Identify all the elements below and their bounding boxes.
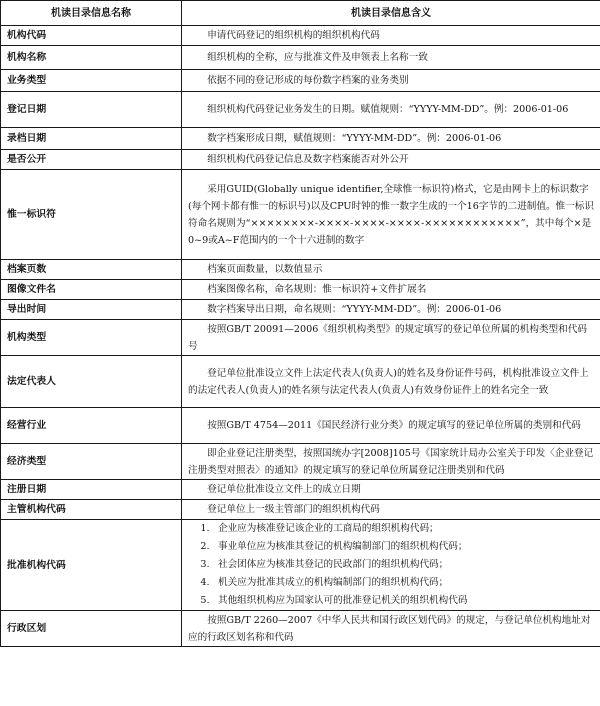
list-item — [192, 592, 594, 610]
info-name-cell: 主管机构代码 — [1, 500, 182, 520]
table-row — [1, 611, 600, 647]
table-row — [1, 128, 600, 150]
list-item-text: 社会团体应为核准其登记的民政部门的组织机构代码； — [218, 559, 449, 570]
list-item-number: 4. — [200, 577, 210, 588]
info-meaning-cell: 登记单位批准设立文件上法定代表人(负责人)的姓名及身份证件号码，机构批准设立文件上的法定代表人(负责人)的姓名须与法定代表人(负责人)有效身份证件上的姓名完全一致 — [182, 356, 600, 408]
info-name-cell: 业务类型 — [1, 70, 182, 92]
info-name-cell: 批准机构代码 — [1, 520, 182, 611]
header-name-column: 机读目录信息名称 — [1, 1, 182, 26]
info-meaning-cell: 组织机构代码登记业务发生的日期。赋值规则：“YYYY-MM-DD”。例：2006-01-06 — [182, 92, 600, 128]
list-item — [192, 556, 594, 574]
list-item-number: 5. — [200, 595, 210, 606]
info-name-cell: 法定代表人 — [1, 356, 182, 408]
table-row — [1, 500, 600, 520]
table-row — [1, 300, 600, 320]
info-name-cell: 机构名称 — [1, 46, 182, 70]
table-row — [1, 444, 600, 480]
info-name-cell: 图像文件名 — [1, 280, 182, 300]
header-meaning-column: 机读目录信息含义 — [182, 1, 600, 26]
info-meaning-cell — [182, 520, 600, 611]
info-name-cell: 经济类型 — [1, 444, 182, 480]
info-name-cell: 惟一标识符 — [1, 170, 182, 260]
info-name-cell: 经营行业 — [1, 408, 182, 444]
table-row — [1, 26, 600, 46]
table-row — [1, 46, 600, 70]
info-meaning-cell: 数字档案形成日期，赋值规则：“YYYY-MM-DD”。例：2006-01-06 — [182, 128, 600, 150]
table-row — [1, 70, 600, 92]
info-meaning-cell: 按照GB/T 2260—2007《中华人民共和国行政区划代码》的规定，与登记单位机构地址对应的行政区划名称和代码 — [182, 611, 600, 647]
list-item — [192, 520, 594, 538]
list-item-text: 机关应为批准其成立的机构编制部门的组织机构代码； — [218, 577, 449, 588]
info-name-cell: 机构类型 — [1, 320, 182, 356]
info-meaning-cell: 档案图像名称，命名规则：惟一标识符+文件扩展名 — [182, 280, 600, 300]
info-meaning-cell: 数字档案导出日期，命名规则：“YYYY-MM-DD”。例：2006-01-06 — [182, 300, 600, 320]
list-item — [192, 538, 594, 556]
info-meaning-cell: 组织机构的全称，应与批准文件及申领表上名称一致 — [182, 46, 600, 70]
info-meaning-cell: 申请代码登记的组织机构的组织机构代码 — [182, 26, 600, 46]
table-body — [1, 26, 600, 647]
table-row — [1, 480, 600, 500]
list-item-number: 3. — [200, 559, 210, 570]
table-row — [1, 260, 600, 280]
table-row — [1, 356, 600, 408]
table-row — [1, 170, 600, 260]
list-item-number: 2. — [200, 541, 210, 552]
info-name-cell: 是否公开 — [1, 150, 182, 170]
list-item-number: 1. — [200, 523, 210, 534]
table-row — [1, 408, 600, 444]
info-meaning-cell: 按照GB/T 4754—2011《国民经济行业分类》的规定填写的登记单位所属的类别和代码 — [182, 408, 600, 444]
list-item-text: 其他组织机构应为国家认可的批准登记机关的组织机构代码 — [218, 595, 468, 606]
info-meaning-cell: 组织机构代码登记信息及数字档案能否对外公开 — [182, 150, 600, 170]
list-item — [192, 574, 594, 592]
table-row — [1, 320, 600, 356]
info-name-cell: 导出时间 — [1, 300, 182, 320]
info-name-cell: 录档日期 — [1, 128, 182, 150]
list-item-text: 企业应为核准登记该企业的工商局的组织机构代码； — [218, 523, 439, 534]
table-row — [1, 150, 600, 170]
info-meaning-cell: 采用GUID(Globally unique identifier,全球惟一标识符)格式，它是由网卡上的标识数字(每个网卡都有惟一的标识号)以及CPU时钟的惟一数字生成的一个16字节的二进制值。惟一标识符命名规则为“××××××××-××××-××××-××××-××××××××××××”，其中每个×是0~9或A~F范围内的一个十六进制的数字 — [182, 170, 600, 260]
info-meaning-cell: 登记单位上一级主管部门的组织机构代码 — [182, 500, 600, 520]
table-row — [1, 92, 600, 128]
info-meaning-cell: 依据不同的登记形成的每份数字档案的业务类别 — [182, 70, 600, 92]
info-meaning-cell: 档案页面数量，以数值显示 — [182, 260, 600, 280]
info-meaning-cell: 即企业登记注册类型，按照国统办字[2008]105号《国家统计局办公室关于印发〈企业登记注册类型对照表〉的通知》的规定填写的登记单位所属登记注册类别和代码 — [182, 444, 600, 480]
info-name-cell: 注册日期 — [1, 480, 182, 500]
list-item-text: 事业单位应为核准其登记的机构编制部门的组织机构代码； — [218, 541, 468, 552]
info-name-cell: 档案页数 — [1, 260, 182, 280]
info-name-cell: 行政区划 — [1, 611, 182, 647]
info-name-cell: 登记日期 — [1, 92, 182, 128]
info-name-cell: 机构代码 — [1, 26, 182, 46]
table-row — [1, 280, 600, 300]
info-meaning-cell: 登记单位批准设立文件上的成立日期 — [182, 480, 600, 500]
info-meaning-cell: 按照GB/T 20091—2006《组织机构类型》的规定填写的登记单位所属的机构类型和代码号 — [182, 320, 600, 356]
table-header-row — [1, 1, 600, 26]
table-row — [1, 520, 600, 611]
